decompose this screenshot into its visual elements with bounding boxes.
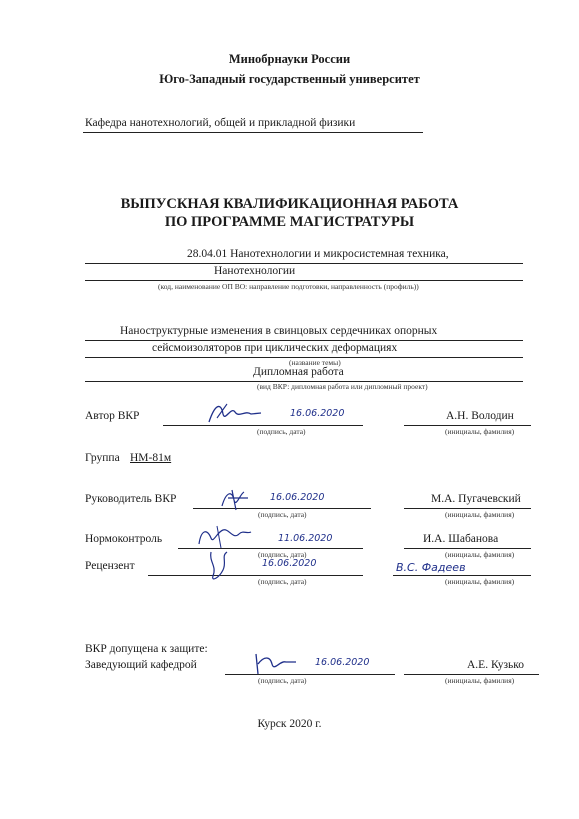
author-name-line	[404, 425, 531, 426]
author-label: Автор ВКР	[85, 410, 140, 422]
reviewer-name-caption: (инициалы, фамилия)	[445, 577, 515, 586]
topic-underline1	[85, 340, 523, 341]
ministry-name: Минобрнауки России	[228, 52, 351, 66]
topic-line1: Наноструктурные изменения в свинцовых сердечниках опорных	[120, 325, 438, 337]
normcontrol-name-caption: (инициалы, фамилия)	[445, 550, 515, 559]
author-signature-image	[205, 400, 265, 433]
program-underline1	[85, 263, 523, 264]
work-type-caption: (вид ВКР: дипломная работа или дипломный проект)	[257, 382, 428, 391]
group-value: НМ-81м	[130, 452, 172, 464]
supervisor-sig-caption: (подпись, дата)	[258, 510, 307, 519]
reviewer-signature-image	[205, 548, 235, 589]
group-label: Группа	[85, 452, 120, 464]
topic-caption: (название темы)	[289, 358, 341, 367]
reviewer-name: В.С. Фадеев	[396, 561, 466, 574]
author-name: А.Н. Володин	[446, 410, 514, 422]
program-line2: Нанотехнологии	[214, 265, 296, 277]
document-title-line2: ПО ПРОГРАММЕ МАГИСТРАТУРЫ	[164, 214, 415, 230]
program-underline2	[85, 280, 523, 281]
reviewer-date: 16.06.2020	[262, 558, 317, 569]
program-caption: (код, наименование ОП ВО: направление подготовки, направленность (профиль))	[158, 282, 419, 291]
author-name-caption: (инициалы, фамилия)	[445, 427, 515, 436]
normcontrol-date: 11.06.2020	[278, 533, 333, 544]
author-date: 16.06.2020	[290, 408, 345, 419]
reviewer-name-line	[393, 575, 531, 576]
supervisor-name: М.А. Пугачевский	[431, 493, 521, 505]
admission-sig-caption: (подпись, дата)	[258, 676, 307, 685]
head-name-line	[404, 674, 539, 675]
reviewer-sig-caption: (подпись, дата)	[258, 577, 307, 586]
university-name: Юго-Западный государственный университет	[159, 72, 420, 86]
admission-label: ВКР допущена к защите:	[85, 643, 208, 655]
head-of-department-label: Заведующий кафедрой	[85, 659, 197, 671]
normcontrol-name: И.А. Шабанова	[423, 533, 499, 545]
reviewer-sign-line	[148, 575, 363, 576]
program-line1: 28.04.01 Нанотехнологии и микросистемная техника,	[187, 248, 449, 260]
author-sig-caption: (подпись, дата)	[257, 427, 306, 436]
topic-line2: сейсмоизоляторов при циклических деформациях	[152, 342, 398, 354]
city-year: Курск 2020 г.	[257, 718, 322, 730]
head-name-caption: (инициалы, фамилия)	[445, 676, 515, 685]
supervisor-name-line	[404, 508, 531, 509]
normcontrol-name-line	[404, 548, 531, 549]
department-underline	[83, 132, 423, 133]
admission-date: 16.06.2020	[315, 657, 370, 668]
supervisor-signature-image	[218, 486, 254, 517]
document-title-line1: ВЫПУСКНАЯ КВАЛИФИКАЦИОННАЯ РАБОТА	[120, 196, 459, 212]
supervisor-date: 16.06.2020	[270, 492, 325, 503]
supervisor-name-caption: (инициалы, фамилия)	[445, 510, 515, 519]
normcontrol-sig-caption: (подпись, дата)	[258, 550, 307, 559]
reviewer-label: Рецензент	[85, 560, 135, 572]
normcontrol-label: Нормоконтроль	[85, 533, 163, 545]
department-name: Кафедра нанотехнологий, общей и прикладной физики	[85, 117, 356, 129]
head-name: А.Е. Кузько	[467, 659, 525, 671]
supervisor-label: Руководитель ВКР	[85, 493, 177, 505]
work-type: Дипломная работа	[253, 366, 344, 378]
